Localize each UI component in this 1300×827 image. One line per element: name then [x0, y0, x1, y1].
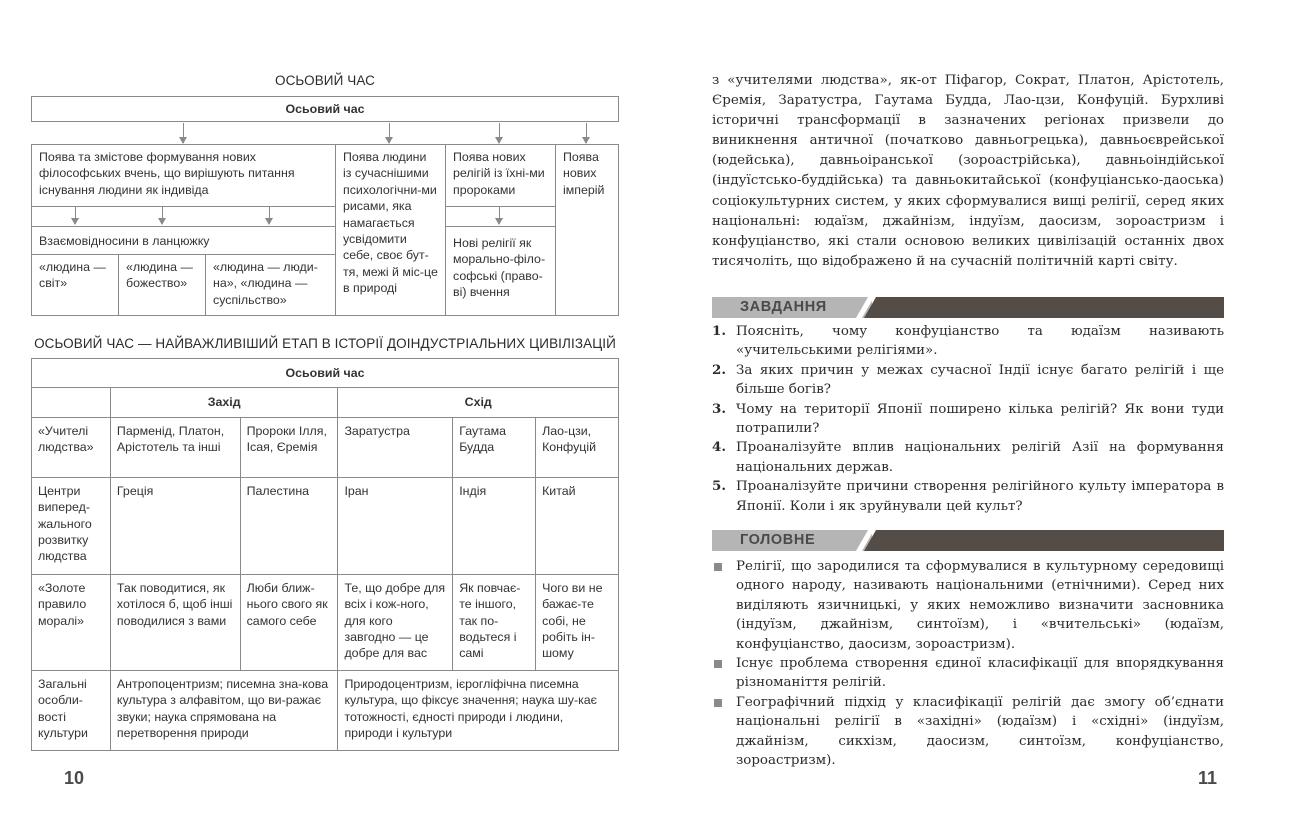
- table-cell: Як повчає-те іншого, так по-водьтеся і самі: [453, 574, 536, 670]
- summary-text: Релігії, що зародилися та сформувалися в культурному середовищі одного народу, називають національними (етнічними). Серед них виділяють язичницькі, у яких неможливо визначити засновника (індуїзм, джайнізм, синтоїзм), і «вчительські» (юдаїзм, конфуціанство, даосизм, зороастризм).: [736, 559, 1224, 652]
- task-item: [712, 438, 1224, 477]
- tasks-banner: [712, 297, 1224, 318]
- summary-item: [712, 693, 1224, 771]
- branch-human-text: Поява людини із сучаснішими психологічни-ми рисами, яка намагається усвідомити себе, своє бут-тя, межі й міс-це в природі: [343, 150, 438, 296]
- task-item: [712, 477, 1224, 516]
- relation-text: «людина — божество»: [126, 260, 193, 291]
- table-cell: Китай: [536, 477, 619, 574]
- row-label: Загальні особли-вості культури: [32, 670, 111, 750]
- branch-philosophy-text: Поява та змістове формування нових філософських вчень, що вирішують питання існування людини як індивіда: [39, 150, 295, 197]
- relation-text: «людина — люди-на», «людина — суспільство»: [213, 260, 318, 307]
- arrow-down-icon: [162, 207, 163, 224]
- task-text: Проаналізуйте причини створення релігійного культу імператора в Японії. Коли і як зруйнували цей культ?: [736, 479, 1224, 514]
- summary-list: [712, 557, 1224, 770]
- tasks-list: [712, 322, 1224, 516]
- table-cell: Гаутама Будда: [453, 417, 536, 477]
- diagram-caption: ОСЬОВИЙ ЧАС: [274, 73, 376, 88]
- branch-religions: [445, 144, 556, 207]
- table-corner-cell: [32, 388, 111, 417]
- table-cell: Антропоцентризм; писемна зна-кова культура з алфавітом, що ви-ражає звуки; наука спрямована на перетворення природи: [110, 670, 338, 750]
- branch-religions-text: Поява нових релігій із їхні-ми пророками: [453, 150, 545, 197]
- relation-item: [205, 254, 336, 316]
- table-cell: Іран: [338, 477, 453, 574]
- table-title: Осьовий час: [32, 359, 619, 388]
- table-cell: Природоцентризм, ієрогліфічна писемна культура, що фіксує значення; наука шу-кає тотожності, єдності природи і людини, природи і культури: [338, 670, 619, 750]
- summary-item: [712, 557, 1224, 654]
- summary-heading: ГОЛОВНЕ: [740, 532, 816, 548]
- relation-item: [118, 254, 206, 316]
- table-cell: Пророки Ілля, Ісая, Єремія: [240, 417, 338, 477]
- banner-dark-segment: [864, 297, 1224, 318]
- relation-item: [31, 254, 119, 316]
- task-text: Чому на території Японії поширено кілька релігій? Як вони туди потрапили?: [736, 401, 1224, 437]
- table-cell: Чого ви не бажає-те собі, не робіть ін-шому: [536, 574, 619, 670]
- body-paragraph: з «учителями людства», як-от Піфагор, Сократ, Платон, Арістотель, Єремія, Заратустра, Гаутама Будда, Лао-цзи, Конфуцій. Бурхливі історичні трансформації в зазначених регіонах призвели до виникнення античної (початково давньогрецька), давньоєврейської (юдейська), давньоіранської (зороастрійська), давньоіндійської (індуїстсько-буддійська) та давньокитайської (конфуціансько-даоська) соціокультурних систем, у яких сформувалися вищі релігії, серед яких національні: юдаїзм, джайнізм, індуїзм, даосизм, зороастризм і конфуціанство, які стали основою великих цивілізацій останніх двох тисячоліть, що відображено й на сучасній політичній карті світу.: [712, 73, 1224, 269]
- relations-title-box: [31, 226, 336, 255]
- table-row: [32, 417, 619, 477]
- arrow-down-icon: [75, 207, 76, 224]
- tasks-heading: ЗАВДАННЯ: [740, 299, 827, 315]
- table-cell: Люби ближ-нього свого як самого себе: [240, 574, 338, 670]
- table-cell: Греція: [110, 477, 240, 574]
- table-cell: Заратустра: [338, 417, 453, 477]
- task-number: 2.: [712, 361, 726, 378]
- diagram-header-box: [31, 96, 619, 122]
- branch-human: [335, 144, 446, 316]
- task-text: Поясніть, чому конфуціанство та юдаїзм називають «учительськими релігіями».: [736, 324, 1224, 359]
- relation-text: «людина — світ»: [39, 260, 106, 291]
- arrow-down-icon: [183, 123, 184, 143]
- table-cell: Те, що добре для всіх і кож-ного, для кого завгодно — це добре для вас: [338, 574, 453, 670]
- row-label: «Золоте правило моралі»: [32, 574, 111, 670]
- table-caption: ОСЬОВИЙ ЧАС — НАЙВАЖЛИВІШИЙ ЕТАП В ІСТОРІЇ ДОІНДУСТРІАЛЬНИХ ЦИВІЛІЗАЦІЙ: [34, 336, 616, 351]
- task-text: За яких причин у межах сучасної Індії існує багато релігій і ще більше богів?: [736, 362, 1224, 398]
- page-number-right: 11: [1198, 768, 1218, 788]
- page-number-left: 10: [64, 768, 85, 788]
- table-cell: Парменід, Платон, Арістотель та інші: [110, 417, 240, 477]
- summary-text: Географічний підхід у класифікації релігій дає змогу об’єднати національні релігії в «західні» (юдаїзм) і «східні» (індуїзм, джайнізм, сикхізм, даосизм, синтоїзм, конфуціанство, зороастризм).: [736, 694, 1224, 769]
- task-item: [712, 361, 1224, 400]
- table-cell: Лао-цзи, Конфуцій: [536, 417, 619, 477]
- summary-banner: [712, 530, 1224, 551]
- diagram-header-label: Осьовий час: [285, 102, 365, 116]
- task-number: 3.: [712, 400, 726, 417]
- branch-empires: [555, 144, 619, 316]
- square-bullet-icon: [714, 563, 722, 571]
- banner-dark-segment: [864, 530, 1224, 551]
- row-label: Центри виперед-жального розвитку людства: [32, 477, 111, 574]
- task-number: 4.: [712, 439, 726, 456]
- arrow-down-icon: [586, 123, 587, 143]
- table-row: [32, 477, 619, 574]
- summary-item: [712, 654, 1224, 693]
- new-religions-box: [445, 226, 556, 316]
- relations-title: Взаємовідносини в ланцюжку: [39, 234, 210, 248]
- task-item: [712, 400, 1224, 439]
- square-bullet-icon: [714, 699, 722, 707]
- square-bullet-icon: [714, 660, 722, 668]
- table-row: [32, 670, 619, 750]
- new-religions-text: Нові релігії як морально-філо-софські (право-ві) вчення: [453, 236, 546, 300]
- axial-age-table: [31, 358, 619, 751]
- group-east: Схід: [338, 388, 619, 417]
- arrow-down-icon: [499, 123, 500, 143]
- arrow-down-icon: [269, 207, 270, 224]
- table-cell: Так поводитися, як хотілося б, щоб інші поводилися з вами: [110, 574, 240, 670]
- group-west: Захід: [110, 388, 338, 417]
- task-number: 1.: [712, 323, 726, 339]
- arrow-down-icon: [499, 207, 500, 224]
- branch-philosophy: [31, 144, 336, 207]
- table-cell: Індія: [453, 477, 536, 574]
- arrow-down-icon: [389, 123, 390, 143]
- table-cell: Палестина: [240, 477, 338, 574]
- summary-text: Існує проблема створення єдиної класифікації для впорядкування різноманіття релігій.: [736, 656, 1224, 691]
- task-number: 5.: [712, 478, 726, 495]
- task-item: [712, 322, 1224, 361]
- row-label: «Учителі людства»: [32, 417, 111, 477]
- branch-empires-text: Поява нових імперій: [563, 150, 605, 197]
- table-row: [32, 574, 619, 670]
- task-text: Проаналізуйте вплив національних релігій Азії на формування національних держав.: [736, 440, 1224, 475]
